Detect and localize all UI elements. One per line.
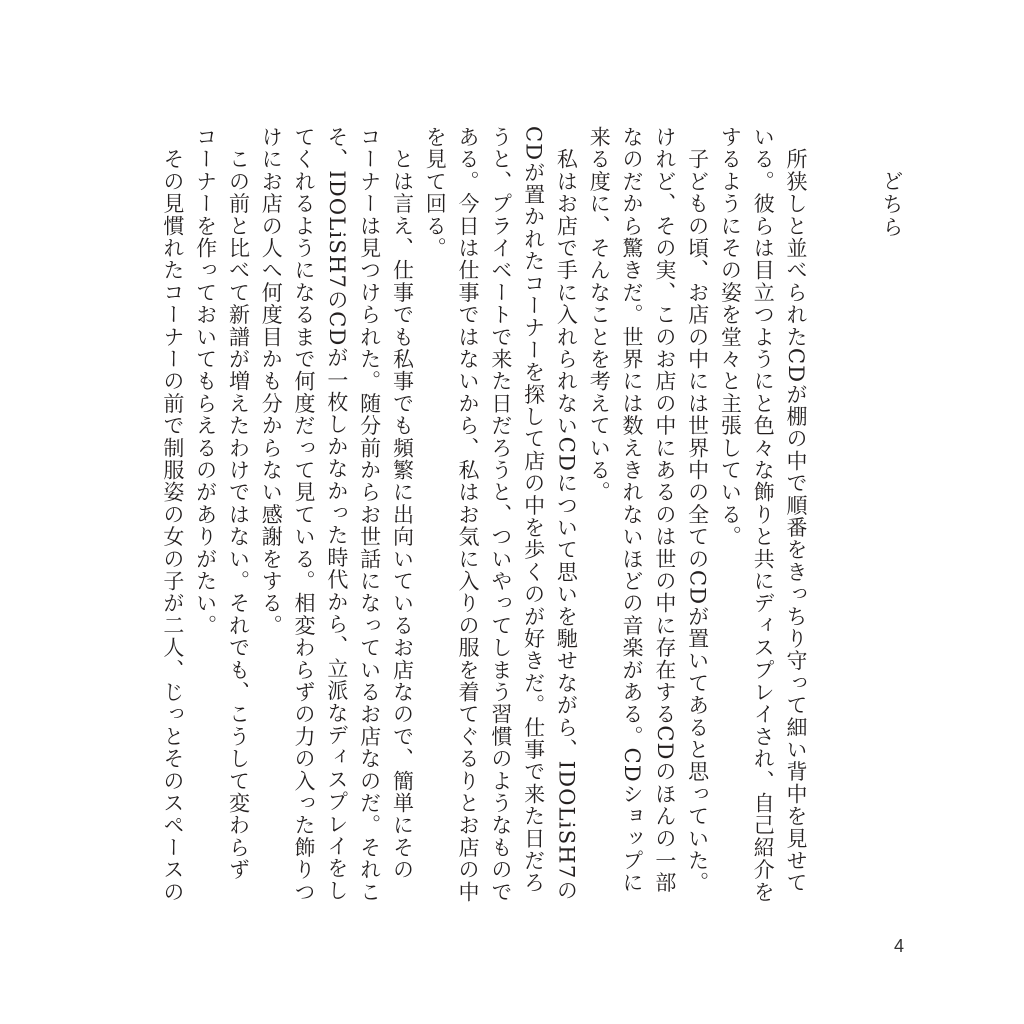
- text-line: そ、IDOLiSH7のCDが一枚しかなかった時代から、立派なディスプレイをし: [324, 126, 349, 902]
- text-line: うと、プライベートで来た日だろうと、ついやってしまう習慣のようなもので: [488, 126, 513, 903]
- text-line: CDが置かれたコーナーを探して店の中を歩くのが好きだ。仕事で来た日だろ: [521, 126, 546, 894]
- text-line: 子どもの頃、お店の中には世界中の全てのCDが置いてあると思っていた。: [685, 126, 710, 894]
- text-line: 来る度に、そんなことを考えている。: [587, 126, 612, 504]
- page-number: 4: [894, 936, 905, 956]
- text-line: けれど、その実、このお店の中にあるのは世の中に存在するCDのほんの一部: [652, 126, 677, 894]
- text-line: なのだから驚きだ。世界には数えきれないほどの音楽がある。CDショップに: [620, 126, 645, 894]
- text-line: とは言え、仕事でも私事でも頻繁に出向いているお店なので、簡単にその: [390, 126, 415, 881]
- text-line: するようにその姿を堂々と主張している。: [718, 126, 743, 548]
- text-line: コーナーを作っておいてもらえるのがありがたい。: [193, 126, 218, 637]
- text-line: 私はお店で手に入れられないCDについて思いを馳せながら、IDOLiSH7の: [554, 126, 579, 902]
- chapter-title: どちら: [880, 170, 904, 239]
- text-line: 所狭しと並べられたCDが棚の中で順番をきっちり守って細い背中を見せて: [784, 126, 808, 894]
- text-line: けにお店の人へ何度目かも分からない感謝をする。: [259, 126, 284, 637]
- text-line: ある。今日は仕事ではないから、私はお気に入りの服を着てぐるりとお店の中: [456, 126, 481, 903]
- text-line: てくれるようになるまで何度だって見ている。相変わらずの力の入った飾りつ: [292, 126, 317, 903]
- text-line: いる。彼らは目立つようにと色々な飾りと共にディスプレイされ、自己紹介を: [751, 126, 776, 903]
- text-line: を見て回る。: [423, 126, 448, 260]
- text-line: その見慣れたコーナーの前で制服姿の女の子が二人、じっとそのスペースの: [160, 126, 185, 903]
- text-line: コーナーは見つけられた。随分前からお世話になっているお店なのだ。それこ: [357, 126, 382, 903]
- body-text: [156, 126, 812, 906]
- text-line: この前と比べて新譜が増えたわけではない。それでも、こうして変わらず: [226, 126, 251, 881]
